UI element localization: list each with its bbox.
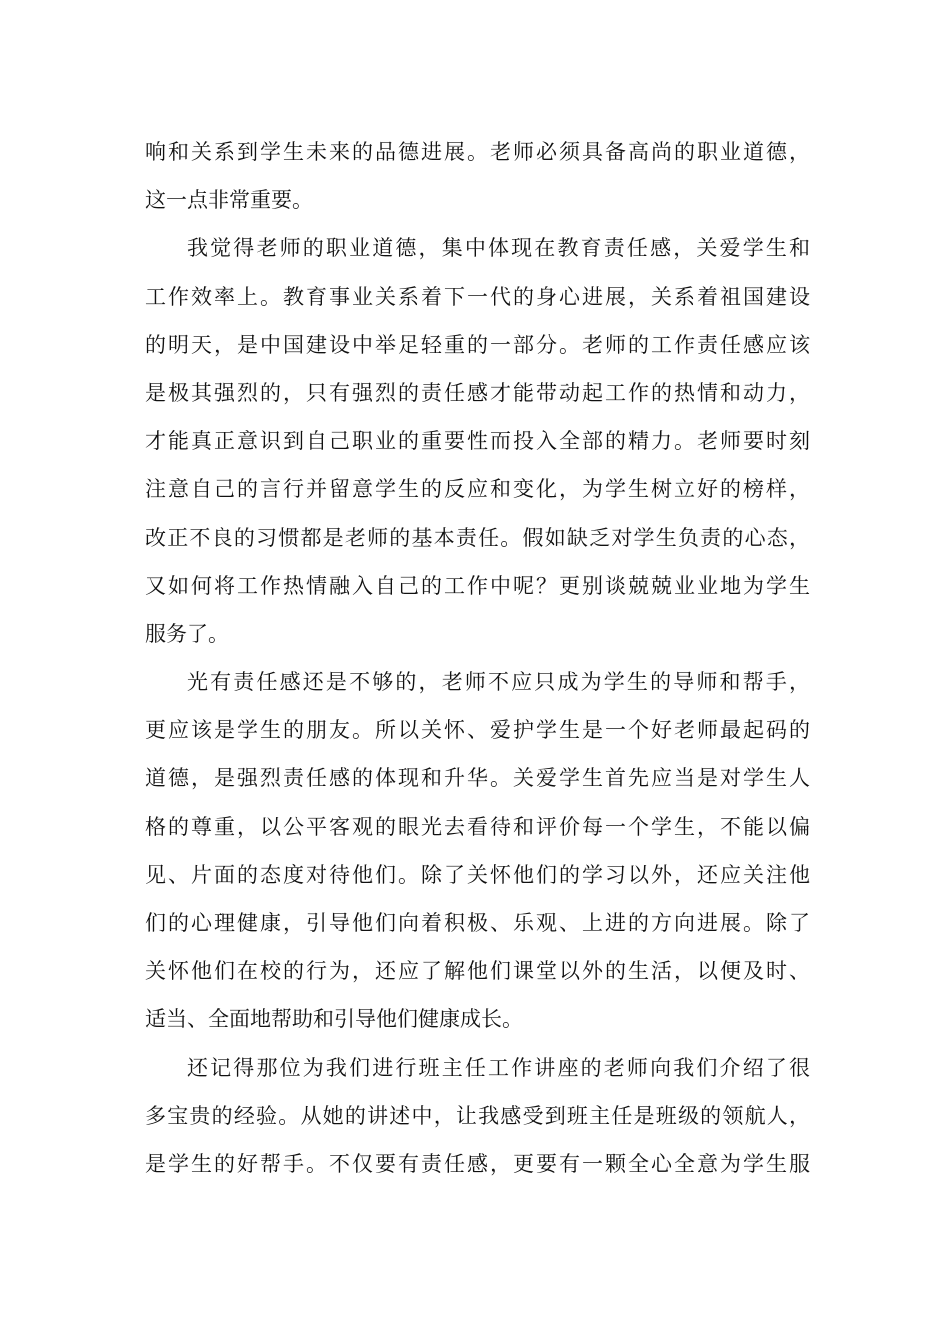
text-line: 改正不良的习惯都是老师的基本责任。假如缺乏对学生负责的心态， [145, 525, 810, 550]
text-line: 的明天，是中国建设中举足轻重的一部分。老师的工作责任感应该 [145, 332, 810, 357]
text-line: 注意自己的言行并留意学生的反应和变化，为学生树立好的榜样， [145, 477, 810, 502]
paragraph-end-line: 服务了。 [145, 621, 229, 646]
text-line: 才能真正意识到自己职业的重要性而投入全部的精力。老师要时刻 [145, 429, 810, 454]
text-line: 是学生的好帮手。不仅要有责任感，更要有一颗全心全意为学生服 [145, 1151, 810, 1176]
text-line: 道德，是强烈责任感的体现和升华。关爱学生首先应当是对学生人 [145, 766, 810, 791]
text-line: 格的尊重，以公平客观的眼光去看待和评价每一个学生，不能以偏 [145, 814, 810, 839]
paragraph-start-line: 还记得那位为我们进行班主任工作讲座的老师向我们介绍了很 [187, 1055, 810, 1080]
paragraph-start-line: 光有责任感还是不够的，老师不应只成为学生的导师和帮手， [187, 670, 810, 695]
text-line: 响和关系到学生未来的品德进展。老师必须具备高尚的职业道德， [145, 140, 810, 164]
body-text [145, 128, 810, 1188]
text-line: 又如何将工作热情融入自己的工作中呢？更别谈兢兢业业地为学生 [145, 573, 810, 598]
text-line: 多宝贵的经验。从她的讲述中，让我感受到班主任是班级的领航人， [145, 1103, 810, 1128]
paragraph-start-line: 我觉得老师的职业道德，集中体现在教育责任感，关爱学生和 [187, 236, 810, 261]
paragraph-end-line: 这一点非常重要。 [145, 188, 313, 213]
text-line: 们的心理健康，引导他们向着积极、乐观、上进的方向进展。除了 [145, 911, 810, 935]
text-line: 工作效率上。教育事业关系着下一代的身心进展，关系着祖国建设 [145, 284, 810, 309]
text-line: 更应该是学生的朋友。所以关怀、爱护学生是一个好老师最起码的 [145, 718, 810, 743]
text-line: 是极其强烈的，只有强烈的责任感才能带动起工作的热情和动力， [145, 380, 810, 405]
text-line: 见、片面的态度对待他们。除了关怀他们的学习以外，还应关注他 [145, 862, 810, 887]
paragraph-end-line: 适当、全面地帮助和引导他们健康成长。 [145, 1007, 523, 1032]
text-line: 关怀他们在校的行为，还应了解他们课堂以外的生活，以便及时、 [145, 959, 810, 984]
